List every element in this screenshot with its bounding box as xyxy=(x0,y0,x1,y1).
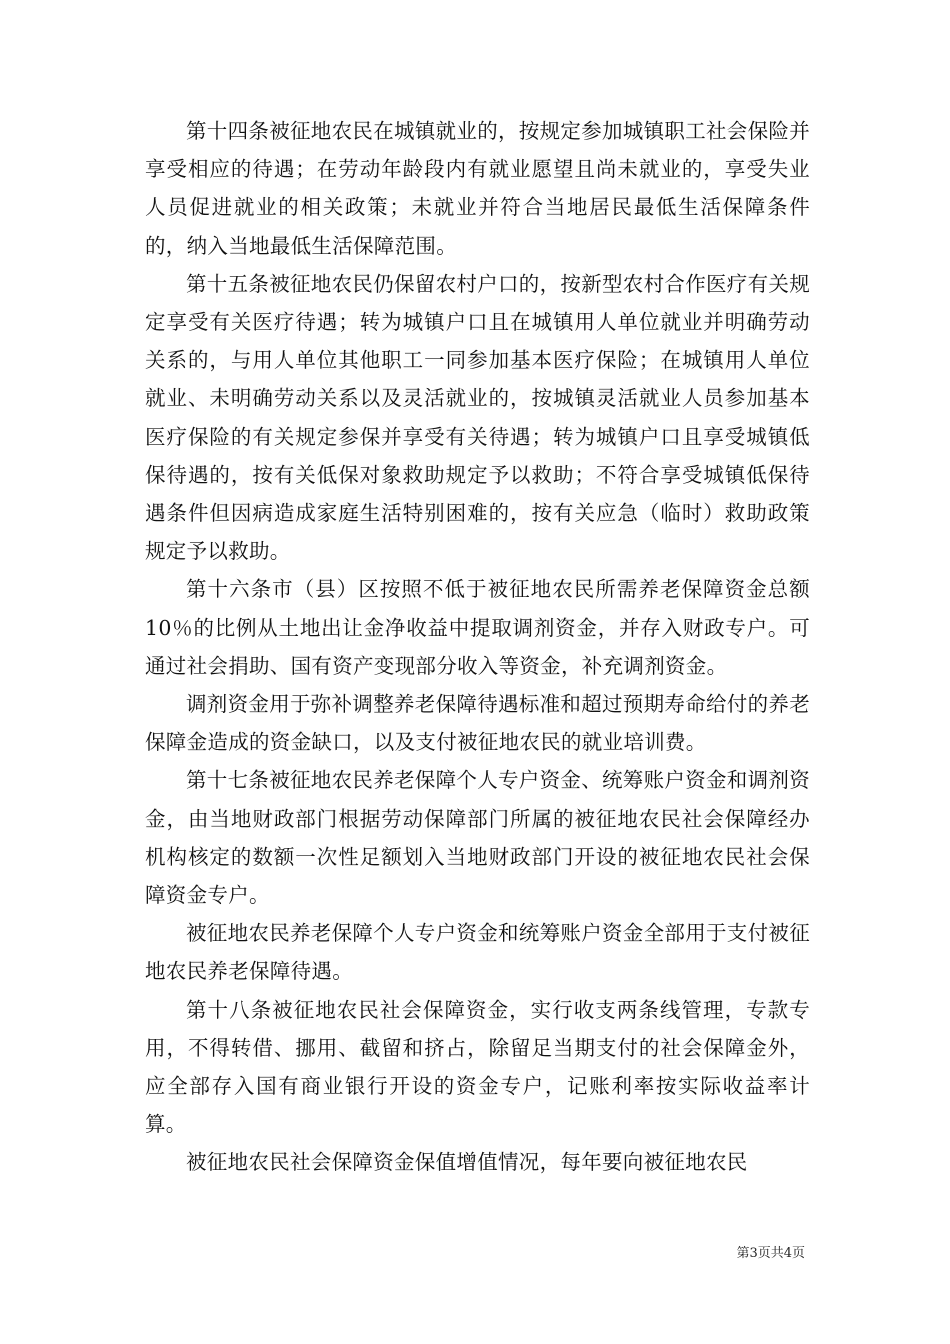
document-body xyxy=(145,112,810,1182)
paragraph-article-18: 第十八条被征地农民社会保障资金，实行收支两条线管理，专款专用，不得转借、挪用、截留和挤占，除留足当期支付的社会保障金外，应全部存入国有商业银行开设的资金专户，记账利率按实际收益率计算。 xyxy=(145,997,810,1137)
paragraph-article-15: 第十五条被征地农民仍保留农村户口的，按新型农村合作医疗有关规定享受有关医疗待遇；转为城镇户口且在城镇用人单位就业并明确劳动关系的，与用人单位其他职工一同参加基本医疗保险；在城镇用人单位就业、未明确劳动关系以及灵活就业的，按城镇灵活就业人员参加基本医疗保险的有关规定参保并享受有关待遇；转为城镇户口且享受城镇低保待遇的，按有关低保对象救助规定予以救助；不符合享受城镇低保待遇条件但因病造成家庭生活特别困难的，按有关应急（临时）救助政策规定予以救助。 xyxy=(145,271,810,564)
paragraph-fund-value-report: 被征地农民社会保障资金保值增值情况，每年要向被征地农民 xyxy=(186,1150,748,1175)
paragraph-article-16: 第十六条市（县）区按照不低于被征地农民所需养老保障资金总额10％的比例从土地出让金净收益中提取调剂资金，并存入财政专户。可通过社会捐助、国有资产变现部分收入等资金，补充调剂资金。 xyxy=(145,577,810,678)
paragraph-fund-payment: 被征地农民养老保障个人专户资金和统筹账户资金全部用于支付被征地农民养老保障待遇。 xyxy=(145,921,810,984)
paragraph-article-14: 第十四条被征地农民在城镇就业的，按规定参加城镇职工社会保险并享受相应的待遇；在劳动年龄段内有就业愿望且尚未就业的，享受失业人员促进就业的相关政策；未就业并符合当地居民最低生活保障条件的，纳入当地最低生活保障范围。 xyxy=(145,119,810,258)
paragraph-adjustment-fund-use: 调剂资金用于弥补调整养老保障待遇标准和超过预期寿命给付的养老保障金造成的资金缺口，以及支付被征地农民的就业培训费。 xyxy=(145,692,810,755)
page-number: 第3页共4页 xyxy=(736,1246,805,1261)
paragraph-article-17: 第十七条被征地农民养老保障个人专户资金、统筹账户资金和调剂资金，由当地财政部门根据劳动保障部门所属的被征地农民社会保障经办机构核定的数额一次性足额划入当地财政部门开设的被征地农民社会保障资金专户。 xyxy=(145,768,810,908)
